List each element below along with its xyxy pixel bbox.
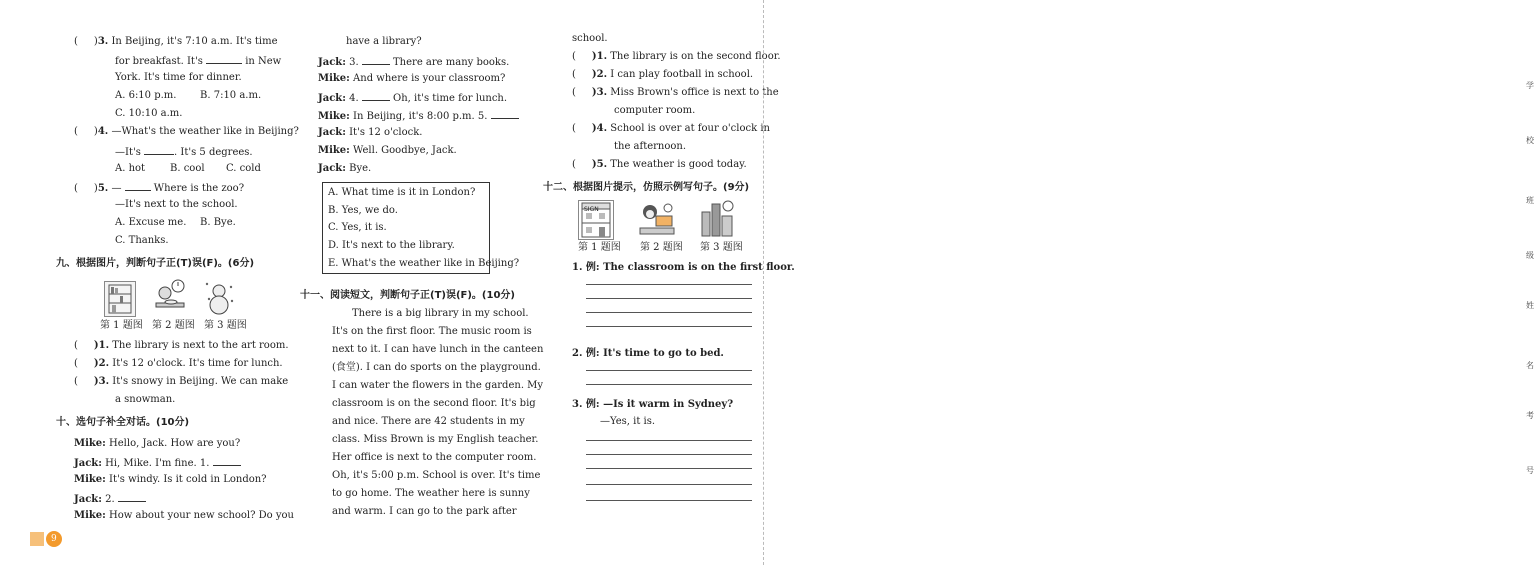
answer-blank[interactable]	[362, 55, 390, 65]
answer-blank[interactable]	[125, 181, 151, 191]
answer-blank[interactable]	[213, 456, 241, 466]
answer-blank[interactable]	[491, 109, 519, 119]
option-item: C. Yes, it is.	[328, 222, 387, 233]
sec11-item-1: ( )1. The library is on the second floor.	[572, 51, 781, 62]
dialogue-line: Jack: Bye.	[318, 163, 372, 174]
writing-line[interactable]	[586, 440, 752, 441]
dialogue-line: Jack: 3. There are many books.	[318, 57, 510, 68]
writing-line[interactable]	[586, 326, 752, 327]
sec9-item-2: ( )2. It's 12 o'clock. It's time for lunch.	[74, 358, 283, 369]
writing-line[interactable]	[586, 454, 752, 455]
bookshelf-icon	[105, 282, 135, 316]
page-number: 9	[51, 534, 57, 544]
child-eating-icon	[153, 279, 187, 315]
section-12-title: 十二、根据图片提示，仿照示例写句子。(9分)	[543, 182, 750, 193]
sec9-item-1: ( )1. The library is next to the art room.	[74, 340, 289, 351]
question-3: ( )3. In Beijing, it's 7:10 a.m. It's time	[74, 36, 278, 47]
sydney-weather-picture	[698, 198, 736, 238]
answer-blank[interactable]	[206, 54, 242, 64]
option-item: E. What's the weather like in Beijing?	[328, 258, 520, 269]
example-2: 2. 例: It's time to go to bed.	[572, 348, 724, 359]
writing-line[interactable]	[586, 384, 752, 385]
answer-blank[interactable]	[118, 492, 146, 502]
section-11-title: 十一、阅读短文，判断句子正(T)误(F)。(10分)	[300, 290, 515, 301]
binding-margin: 学 校 班 级 姓 名 考 号	[1526, 81, 1534, 475]
sec11-item-2: ( )2. I can play football in school.	[572, 69, 754, 80]
writing-line[interactable]	[586, 484, 752, 485]
writing-line[interactable]	[586, 312, 752, 313]
example-3: 3. 例: —Is it warm in Sydney?	[572, 399, 734, 410]
section-9-title: 九、根据图片，判断句子正(T)误(F)。(6分)	[56, 258, 255, 269]
answer-blank[interactable]	[144, 145, 174, 155]
dialogue-line: Jack: 4. Oh, it's time for lunch.	[318, 93, 508, 104]
dialogue-line: Mike: In Beijing, it's 8:00 p.m. 5.	[318, 109, 519, 123]
writing-line[interactable]	[586, 370, 752, 371]
writing-line[interactable]	[586, 298, 752, 299]
question-4: ( )4. —What's the weather like in Beijing?	[74, 126, 299, 137]
section-10-title: 十、选句子补全对话。(10分)	[56, 417, 190, 428]
page-badge-icon	[30, 528, 64, 550]
dialogue-line: Mike: It's windy. Is it cold in London?	[74, 474, 267, 485]
option-item: B. Yes, we do.	[328, 205, 398, 216]
snowy-picture	[202, 279, 236, 315]
child-bed-icon	[636, 200, 676, 238]
dialogue-line: Mike: Hello, Jack. How are you?	[74, 438, 241, 449]
sydney-city-icon	[698, 198, 736, 238]
option-item: A. What time is it in London?	[328, 187, 476, 198]
sec11-item-5: ( )5. The weather is good today.	[572, 159, 747, 170]
dialogue-line: Jack: Hi, Mike. I'm fine. 1.	[74, 456, 241, 470]
lunch-clock-picture	[153, 279, 187, 315]
question-5: ( )5. — Where is the zoo?	[74, 183, 245, 194]
dialogue-line: Mike: And where is your classroom?	[318, 73, 506, 84]
snowman-icon	[202, 279, 236, 315]
writing-line[interactable]	[586, 500, 752, 501]
sec11-item-4: ( )4. School is over at four o'clock in	[572, 123, 770, 134]
page-number-badge	[30, 528, 64, 550]
library-shelf-picture	[104, 281, 136, 317]
dialogue-line: Mike: Well. Goodbye, Jack.	[318, 145, 457, 156]
sec9-item-3: ( )3. It's snowy in Beijing. We can make	[74, 376, 289, 387]
bedtime-picture	[636, 200, 676, 238]
sign-label: SIGN	[584, 206, 599, 213]
dialogue-line: Mike: How about your new school? Do you	[74, 510, 294, 521]
writing-line[interactable]	[586, 284, 752, 285]
option-item: D. It's next to the library.	[328, 240, 455, 251]
example-1: 1. 例: The classroom is on the first floor.	[572, 262, 795, 273]
answer-blank[interactable]	[362, 91, 390, 101]
dialogue-line: Jack: It's 12 o'clock.	[318, 127, 423, 138]
sec11-item-3: ( )3. Miss Brown's office is next to the	[572, 87, 779, 98]
writing-line[interactable]	[586, 468, 752, 469]
dialogue-line: Jack: 2.	[74, 492, 146, 506]
example-3-answer: —Yes, it is.	[600, 416, 656, 427]
